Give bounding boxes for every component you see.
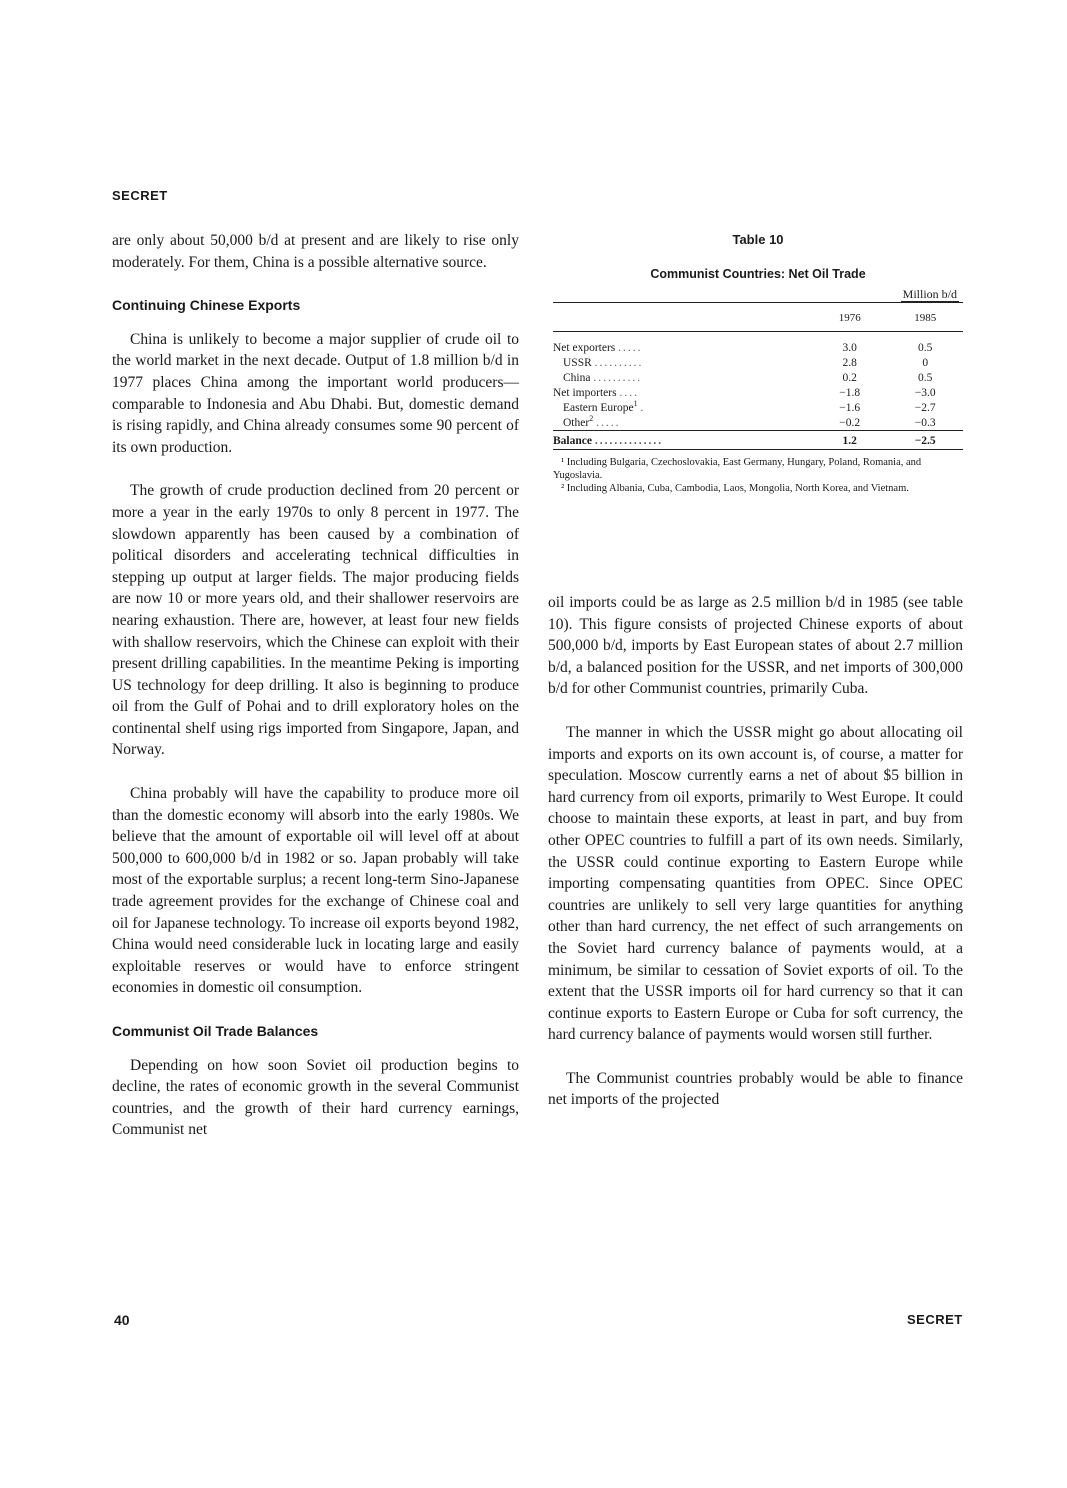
cell-1985: 0 bbox=[922, 356, 929, 369]
paragraph: China probably will have the capability to produce more oil than the domestic economy will absorb into the early 1980s. We believe that the amount of exportable oil will level off at about 500,000 to 600,000 b/d in 1982 or so. Japan probably will take most of the exportable surplus; a recent long-term Sino-Japanese trade agreement provides for the exchange of Chinese coal and oil for Japanese technology. To increase oil exports beyond 1982, China would need considerable luck in locating large and easily exploitable reserves or would have to enforce stringent economies in domestic oil consumption. bbox=[112, 785, 519, 997]
column-header: 1985 bbox=[887, 303, 963, 332]
footnote-marker: 1 bbox=[633, 398, 638, 408]
table-title: Communist Countries: Net Oil Trade bbox=[650, 267, 866, 281]
table-row: Eastern Europe$^1$ . −1.6 −2.7 bbox=[553, 400, 963, 415]
table-header-row bbox=[553, 303, 963, 332]
row-label: Other bbox=[563, 416, 590, 429]
table-row: USSR .......... 2.8 0 bbox=[553, 355, 963, 370]
footnote: ¹ Including Bulgaria, Czechoslovakia, East Germany, Hungary, Poland, Romania, and Yugoslavia. bbox=[553, 457, 922, 481]
cell-1985: −0.3 bbox=[914, 416, 936, 429]
row-label: Net importers bbox=[553, 386, 617, 399]
table-row: China .......... 0.2 0.5 bbox=[553, 370, 963, 385]
table-unit: Million b/d bbox=[902, 287, 957, 301]
row-label: China bbox=[563, 371, 591, 384]
cell-1976: −1.6 bbox=[839, 401, 861, 414]
left-column bbox=[112, 230, 519, 1163]
row-label: USSR bbox=[563, 356, 592, 369]
paragraph: Depending on how soon Soviet oil production begins to decline, the rates of economic growth in the several Communist countries, and the growth of their hard currency earnings, Communist net bbox=[112, 1056, 519, 1139]
paragraph: The growth of crude production declined from 20 percent or more a year in the early 1970s to only 8 percent in 1977. The slowdown apparently has been caused by a combination of political disorders and accelerating technical difficulties in stepping up output at larger fields. The major producing fields are now 10 or more years old, and their shallower reservoirs are nearing exhaustion. There are, however, at least four new fields with shallow reservoirs, which the Chinese can exploit with their present drilling capabilities. In the meantime Peking is importing US technology for deep drilling. It also is beginning to produce oil from the Gulf of Pohai and to drill exploratory holes on the continental shelf using rigs imported from Singapore, Japan, and Norway. bbox=[112, 482, 519, 759]
cell-1976: −1.8 bbox=[839, 386, 861, 399]
table-row: Net exporters ..... 3.0 0.5 bbox=[553, 332, 963, 356]
row-label: Balance bbox=[553, 434, 592, 447]
cell-1985: 0.5 bbox=[918, 371, 933, 384]
section-heading-trade-balances: Communist Oil Trade Balances bbox=[112, 1023, 319, 1039]
table-row-balance: Balance .............. 1.2 −2.5 bbox=[553, 431, 963, 450]
cell-1976: 3.0 bbox=[842, 341, 857, 354]
cell-1985: −2.5 bbox=[887, 431, 963, 450]
table-number: Table 10 bbox=[732, 232, 784, 247]
row-label: Eastern Europe bbox=[563, 401, 634, 414]
section-heading-chinese-exports: Continuing Chinese Exports bbox=[112, 297, 301, 314]
page-number: 40 bbox=[114, 1312, 130, 1328]
cell-1976: 2.8 bbox=[842, 356, 857, 369]
cell-1985: −2.7 bbox=[914, 401, 936, 414]
row-label: Net exporters bbox=[553, 341, 616, 354]
classification-header: SECRET bbox=[112, 188, 168, 203]
paragraph: China is unlikely to become a major supplier of crude oil to the world market in the next decade. Output of 1.8 million b/d in 1977 places China among the important world producers—comparable to Indonesia and Abu Dhabi. But, domestic demand is rising rapidly, and China already consumes some 90 percent of its own production. bbox=[112, 330, 519, 456]
cell-1985: 0.5 bbox=[918, 341, 933, 354]
unit-row bbox=[553, 287, 963, 303]
table-10 bbox=[553, 232, 963, 495]
paragraph: oil imports could be as large as 2.5 million b/d in 1985 (see table 10). This figure consists of projected Chinese exports of about 500,000 b/d, imports by East European states of about 2.7 million b/d, a balanced position for the USSR, and net imports of 300,000 b/d for other Communist countries, primarily Cuba. bbox=[548, 594, 963, 698]
column-header: 1976 bbox=[812, 303, 888, 332]
paragraph: The Communist countries probably would be able to finance net imports of the projected bbox=[548, 1069, 963, 1109]
footnote: ² Including Albania, Cuba, Cambodia, Laos, Mongolia, North Korea, and Vietnam. bbox=[561, 483, 909, 494]
paragraph: The manner in which the USSR might go about allocating oil imports and exports on its own account is, of course, a matter for speculation. Moscow currently earns a net of about $5 billion in hard currency from oil exports, primarily to West Europe. It could choose to maintain these exports, at least in part, and buy from other OPEC countries to fulfill a part of its own needs. Similarly, the USSR could continue exporting to Eastern Europe while importing compensating quantities from OPEC. Since OPEC countries are unlikely to sell very large quantities for anything other than hard currency, the net effect of such arrangements on the Soviet hard currency balance of payments would, at a minimum, be similar to cessation of Soviet exports of oil. To the extent that the USSR imports oil for hard currency so that it can continue exports to Eastern Europe or Cuba for soft currency, the hard currency balance of payments would worsen still further. bbox=[548, 723, 963, 1044]
net-oil-trade-table bbox=[553, 287, 963, 450]
cell-1976: 1.2 bbox=[812, 431, 888, 450]
table-row: Other$^2$ ..... −0.2 −0.3 bbox=[553, 415, 963, 431]
footnote-marker: 2 bbox=[589, 413, 594, 423]
intro-paragraph: are only about 50,000 b/d at present and are likely to rise only moderately. For them, China is a possible alternative source. bbox=[112, 232, 519, 271]
table-row: Net importers .... −1.8 −3.0 bbox=[553, 385, 963, 400]
cell-1985: −3.0 bbox=[914, 386, 936, 399]
cell-1976: 0.2 bbox=[842, 371, 857, 384]
cell-1976: −0.2 bbox=[839, 416, 861, 429]
table-footnotes bbox=[553, 456, 963, 495]
classification-footer: SECRET bbox=[907, 1312, 963, 1327]
right-column bbox=[548, 592, 963, 1133]
